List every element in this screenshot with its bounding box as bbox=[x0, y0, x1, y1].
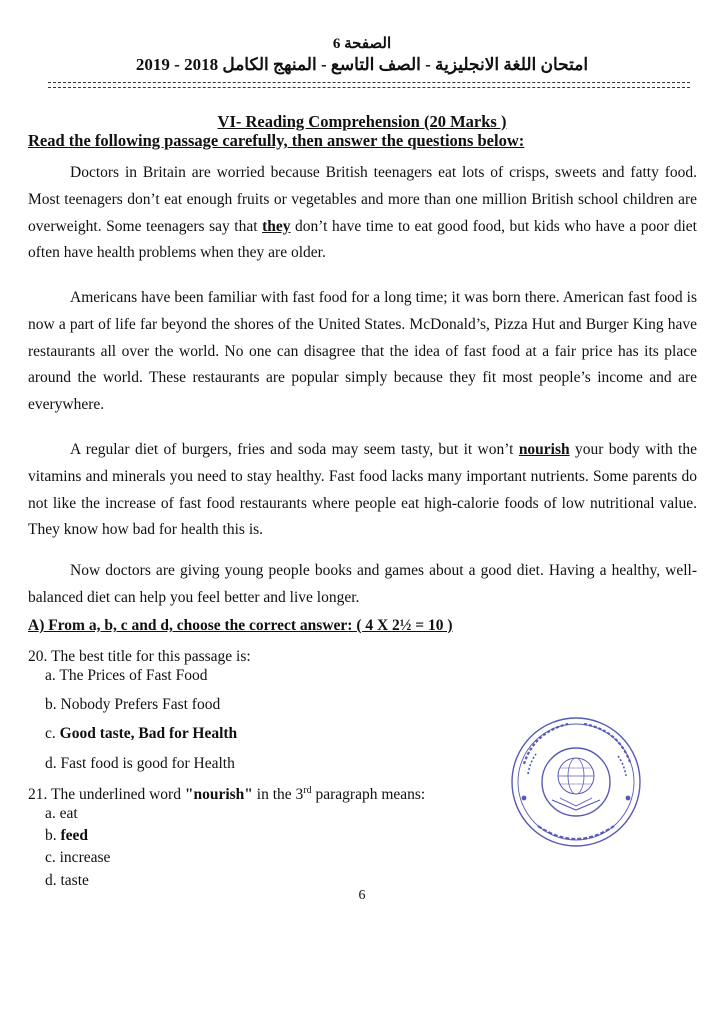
passage-text: Doctors in Britain are worried because British teenagers eat lots of crisps, sweets and fatty food. Most teenagers don’t eat enough fruits or vegetables and more than one million British school children are overweight. Some teenagers say that bbox=[28, 164, 697, 235]
q20-option-b[interactable]: b. Nobody Prefers Fast food bbox=[45, 696, 221, 713]
option-letter: b. bbox=[45, 827, 61, 844]
underlined-word-nourish: nourish bbox=[518, 441, 570, 458]
passage-text: your body with the vitamins and minerals you need to stay healthy. Fast food lacks many important nutrients. Some parents do not like the increase of fast food restaurants where people eat high-calorie foods of low nutritional value. They know how bad for health this is. bbox=[28, 441, 697, 539]
header-divider bbox=[48, 82, 690, 88]
passage-text: A regular diet of burgers, fries and soda may seem tasty, but it won’t bbox=[70, 441, 519, 458]
page-label: الصفحة 6 bbox=[332, 36, 392, 52]
option-letter: c. bbox=[45, 725, 60, 742]
section-title: VI- Reading Comprehension (20 Marks ) bbox=[217, 112, 507, 131]
stem-keyword: "nourish" bbox=[184, 786, 253, 804]
q20-option-d[interactable]: d. Fast food is good for Health bbox=[45, 755, 235, 772]
passage-paragraph-3 bbox=[28, 437, 697, 544]
official-stamp-seal bbox=[508, 714, 644, 850]
q20-option-a[interactable]: a. The Prices of Fast Food bbox=[45, 667, 208, 684]
q21-option-b[interactable] bbox=[45, 827, 88, 845]
passage-paragraph-2 bbox=[28, 285, 697, 419]
passage-text: Now doctors are giving young people books and games about a good diet. Having a healthy, well-balanced diet can help you feel better and live longer. bbox=[28, 562, 697, 606]
part-a-heading: A) From a, b, c and d, choose the correct answer: ( 4 X 2½ = 10 ) bbox=[28, 617, 453, 634]
option-text: Good taste, Bad for Health bbox=[59, 725, 238, 742]
exam-title: امتحان اللغة الانجليزية - الصف التاسع - المنهج الكامل 2018 - 2019 bbox=[135, 55, 589, 74]
passage-text: Americans have been familiar with fast food for a long time; it was born there. American fast food is now a part of life far beyond the shores of the United States. McDonald’s, Pizza Hut and Burger King have restaurants all over the world. No one can disagree that the idea of fast food at a fair price has its place around the world. These restaurants are popular simply because they fit most people’s income and are everywhere. bbox=[28, 289, 697, 414]
section-instruction: Read the following passage carefully, then answer the questions below: bbox=[28, 131, 525, 150]
underlined-word-they: they bbox=[262, 217, 291, 235]
stem-text: paragraph means: bbox=[311, 786, 426, 804]
question-21-stem bbox=[28, 785, 425, 804]
stem-text: in the 3 bbox=[252, 786, 304, 804]
passage-text: don’t have time to eat good food, but kids who have a poor diet often have health problems when they are older. bbox=[28, 217, 697, 262]
stem-text: 21. The underlined word bbox=[28, 786, 185, 804]
q21-option-c[interactable]: c. increase bbox=[45, 849, 111, 866]
option-text: feed bbox=[60, 827, 89, 844]
question-20-stem: 20. The best title for this passage is: bbox=[28, 648, 251, 665]
passage-paragraph-4 bbox=[28, 558, 697, 612]
q21-option-a[interactable]: a. eat bbox=[45, 805, 78, 822]
passage-paragraph-1 bbox=[28, 160, 697, 267]
q21-option-d[interactable]: d. taste bbox=[45, 872, 89, 889]
ordinal-suffix: rd bbox=[303, 785, 312, 796]
page-number: 6 bbox=[358, 888, 366, 903]
q20-option-c[interactable] bbox=[45, 725, 237, 743]
